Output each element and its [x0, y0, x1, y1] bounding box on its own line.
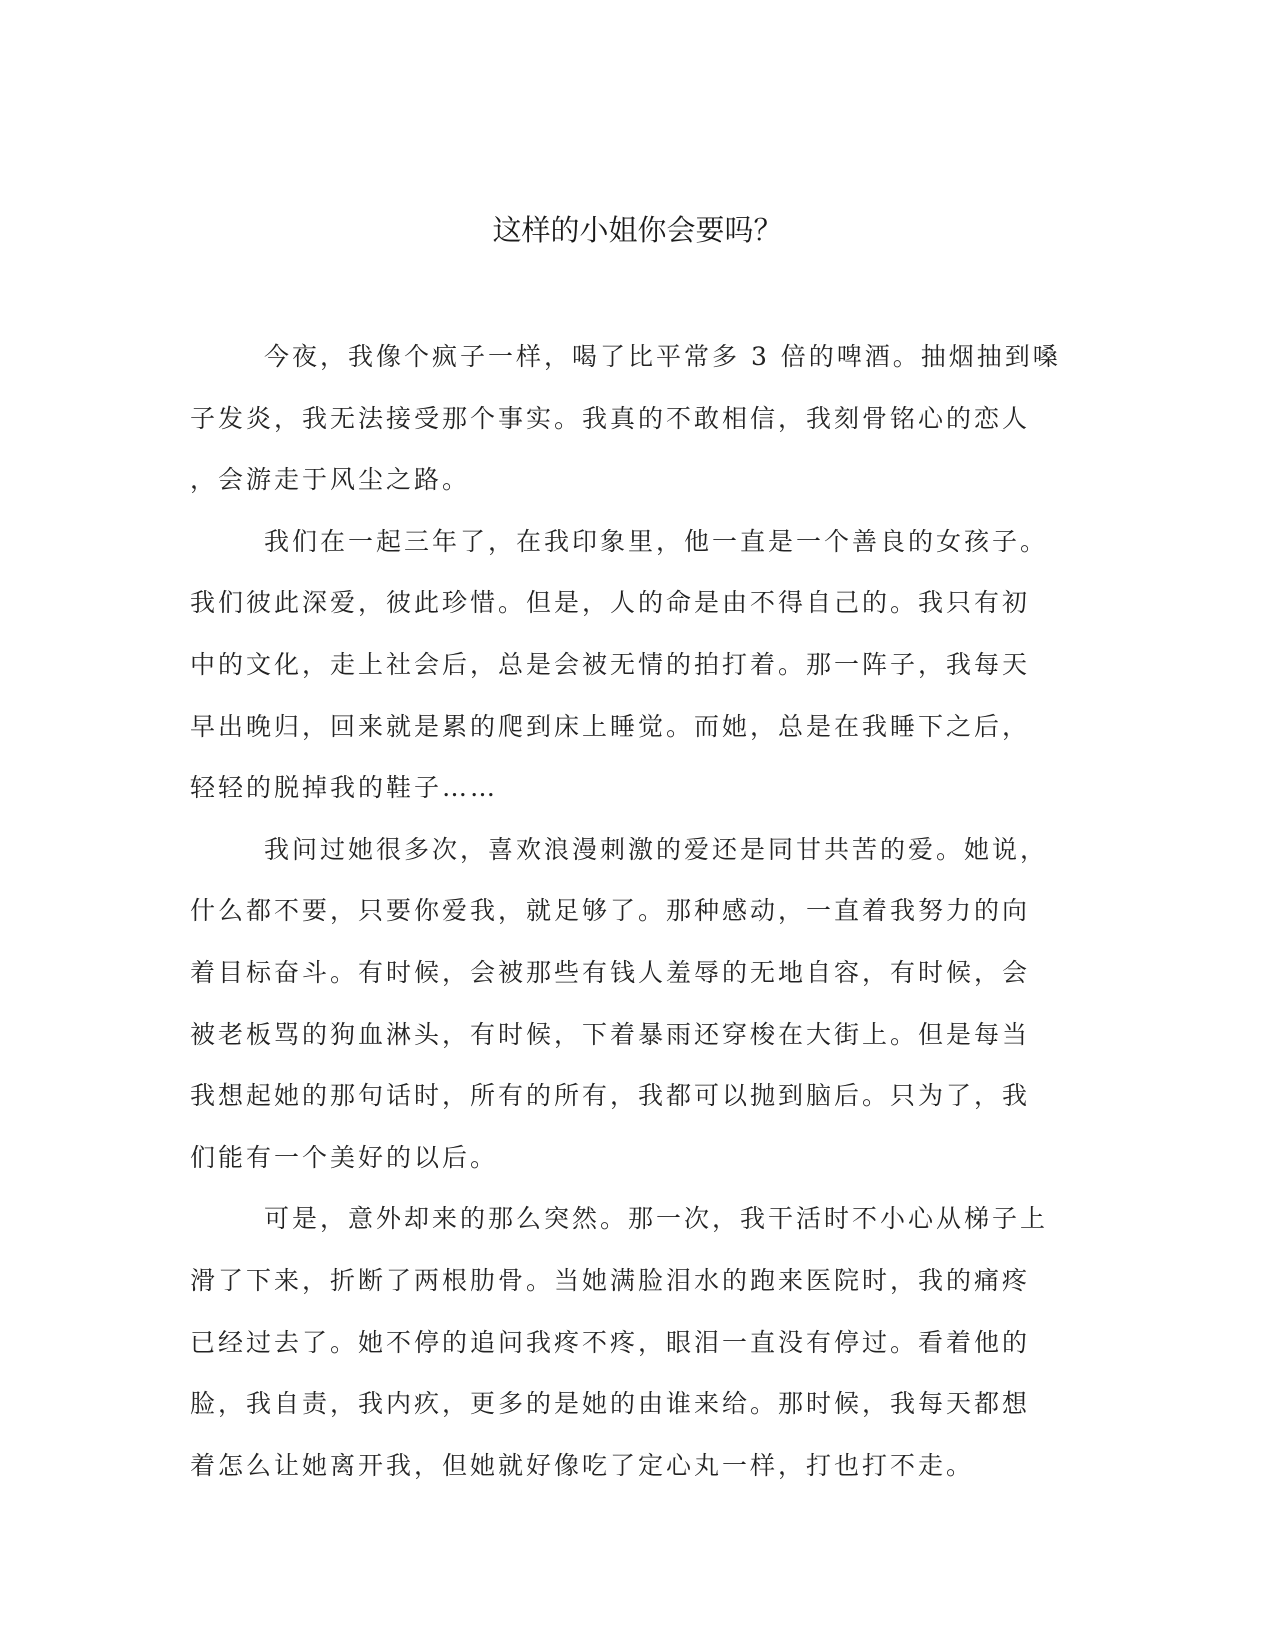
text-line: 我想起她的那句话时，所有的所有，我都可以抛到脑后。只为了，我 [190, 1081, 1031, 1111]
text-line: 着目标奋斗。有时候，会被那些有钱人羞辱的无地自容，有时候，会 [190, 957, 1031, 987]
text-line: 子发炎，我无法接受那个事实。我真的不敢相信，我刻骨铭心的恋人 [190, 403, 1031, 433]
text-line: 已经过去了。她不停的追问我疼不疼，眼泪一直没有停过。看着他的 [190, 1327, 1031, 1357]
text-line: 早出晚归，回来就是累的爬到床上睡觉。而她，总是在我睡下之后， [190, 711, 1031, 741]
text-line: 什么都不要，只要你爱我，就足够了。那种感动，一直着我努力的向 [190, 896, 1031, 926]
text-line: 我们在一起三年了，在我印象里，他一直是一个善良的女孩子。 [264, 526, 1049, 556]
paragraph-4 [190, 1188, 1070, 1496]
text-line: 滑了下来，折断了两根肋骨。当她满脸泪水的跑来医院时，我的痛疼 [190, 1265, 1031, 1295]
document-body [190, 326, 1070, 1496]
text-line: 着怎么让她离开我，但她就好像吃了定心丸一样，打也打不走。 [190, 1450, 975, 1480]
text-line: 轻轻的脱掉我的鞋子…… [190, 773, 499, 803]
paragraph-3 [190, 819, 1070, 1189]
text-line: 中的文化，走上社会后，总是会被无情的拍打着。那一阵子，我每天 [190, 649, 1031, 679]
text-line: 我们彼此深爱，彼此珍惜。但是，人的命是由不得自己的。我只有初 [190, 588, 1031, 618]
text-line: 可是，意外却来的那么突然。那一次，我干活时不小心从梯子上 [264, 1204, 1049, 1234]
text-line: 脸，我自责，我内疚，更多的是她的由谁来给。那时候，我每天都想 [190, 1389, 1031, 1419]
text-line: 我问过她很多次，喜欢浪漫刺激的爱还是同甘共苦的爱。她说， [264, 834, 1049, 864]
text-line: ，会游走于风尘之路。 [190, 465, 471, 495]
paragraph-1 [190, 326, 1070, 511]
text-line: 们能有一个美好的以后。 [190, 1142, 499, 1172]
document-title: 这样的小姐你会要吗？ [492, 213, 783, 247]
paragraph-2 [190, 511, 1070, 819]
text-line: 被老板骂的狗血淋头，有时候，下着暴雨还穿梭在大街上。但是每当 [190, 1019, 1031, 1049]
text-line: 今夜，我像个疯子一样，喝了比平常多 3 倍的啤酒。抽烟抽到嗓 [264, 342, 1061, 371]
